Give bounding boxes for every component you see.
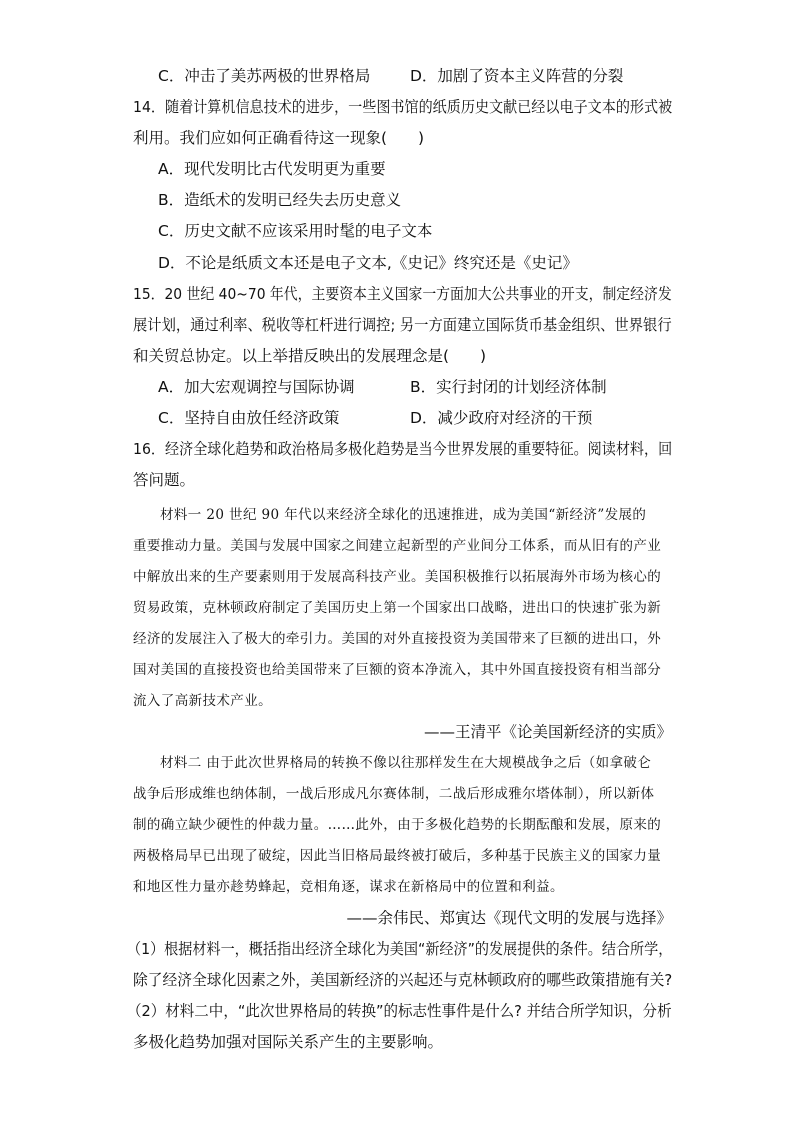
q15-option-a: A．加大宏观调控与国际协调 (158, 378, 355, 396)
material1-line: 贸易政策，克林顿政府制定了美国历史上第一个国家出口战略，进出口的快速扩张为新 (133, 600, 662, 616)
q14-stem-line2: 利用。我们应如何正确看待这一现象( ) (133, 129, 425, 147)
material2-line: 战争后形成维也纳体制，一战后形成凡尔赛体制，二战后形成雅尔塔体制），所以新体 (133, 786, 655, 802)
q15-stem-line2: 展计划，通过利率、税收等杠杆进行调控; 另一方面建立国际货币基金组织、世界银行 (133, 316, 672, 334)
material2-line: 两极格局早已出现了破绽，因此当旧格局最终被打破后，多种基于民族主义的国家力量 (133, 848, 662, 864)
material1-line: 重要推动力量。美国与发展中国家之间建立起新型的产业间分工体系，而从旧有的产业 (133, 538, 662, 554)
material1-source: ——王清平《论美国新经济的实质》 (423, 723, 672, 741)
q16-stem-line1: 16．经济全球化趋势和政治格局多极化趋势是当今世界发展的重要特征。阅读材料，回 (133, 440, 673, 458)
q14-option-b: B．造纸术的发明已经失去历史意义 (158, 191, 402, 209)
q14-option-a: A．现代发明比古代发明更为重要 (158, 160, 386, 178)
q14-option-d: D．不论是纸质文本还是电子文本,《史记》终究还是《史记》 (158, 254, 578, 272)
q14-stem-line1: 14．随着计算机信息技术的进步，一些图书馆的纸质历史文献已经以电子文本的形式被 (133, 98, 673, 116)
q14-option-c: C．历史文献不应该采用时髦的电子文本 (158, 222, 433, 240)
q16-sub1-line2: 除了经济全球化因素之外，美国新经济的兴起还与克林顿政府的哪些政策措施有关? (133, 971, 673, 989)
q15-option-d: D．减少政府对经济的干预 (410, 409, 593, 427)
material1-line: 流入了高新技术产业。 (133, 693, 272, 709)
q16-stem-line2: 答问题。 (133, 471, 196, 489)
q13-option-d: D．加剧了资本主义阵营的分裂 (410, 67, 624, 85)
material2-line: 和地区性力量亦趁势蜂起，竞相角逐，谋求在新格局中的位置和利益。 (133, 879, 564, 895)
q15-stem-line1: 15．20 世纪 40~70 年代，主要资本主义国家一方面加大公共事业的开支，制定经济发 (133, 285, 672, 303)
material2-line: 制的确立缺少硬性的仲裁力量。……此外，由于多极化趋势的长期酝酿和发展，原来的 (133, 817, 662, 833)
material2-source: ——余伟民、郑寅达《现代文明的发展与选择》 (346, 909, 672, 927)
q15-option-c: C．坚持自由放任经济政策 (158, 409, 340, 427)
q15-option-b: B．实行封闭的计划经济体制 (410, 378, 607, 396)
material1-line: 中解放出来的生产要素则用于发展高科技产业。美国积极推行以拓展海外市场为核心的 (133, 569, 662, 585)
q16-sub2-line1: （2）材料二中，“此次世界格局的转换”的标志性事件是什么? 并结合所学知识，分析 (127, 1002, 672, 1020)
material2-line: 材料二 由于此次世界格局的转换不像以往那样发生在大规模战争之后（如拿破仑 (160, 755, 652, 771)
material1-line: 材料一 20 世纪 90 年代以来经济全球化的迅速推进，成为美国“新经济”发展的 (160, 507, 647, 523)
q15-stem-line3: 和关贸总协定。以上举措反映出的发展理念是( ) (133, 347, 487, 365)
q13-option-c: C．冲击了美苏两极的世界格局 (158, 67, 371, 85)
q16-sub1-line1: （1）根据材料一，概括指出经济全球化为美国“新经济”的发展提供的条件。结合所学， (127, 940, 673, 958)
material1-line: 国对美国的直接投资也给美国带来了巨额的资本净流入，其中外国直接投资有相当部分 (133, 662, 662, 678)
material1-line: 经济的发展注入了极大的牵引力。美国的对外直接投资为美国带来了巨额的进出口，外 (133, 631, 662, 647)
q16-sub2-line2: 多极化趋势加强对国际关系产生的主要影响。 (133, 1033, 444, 1051)
